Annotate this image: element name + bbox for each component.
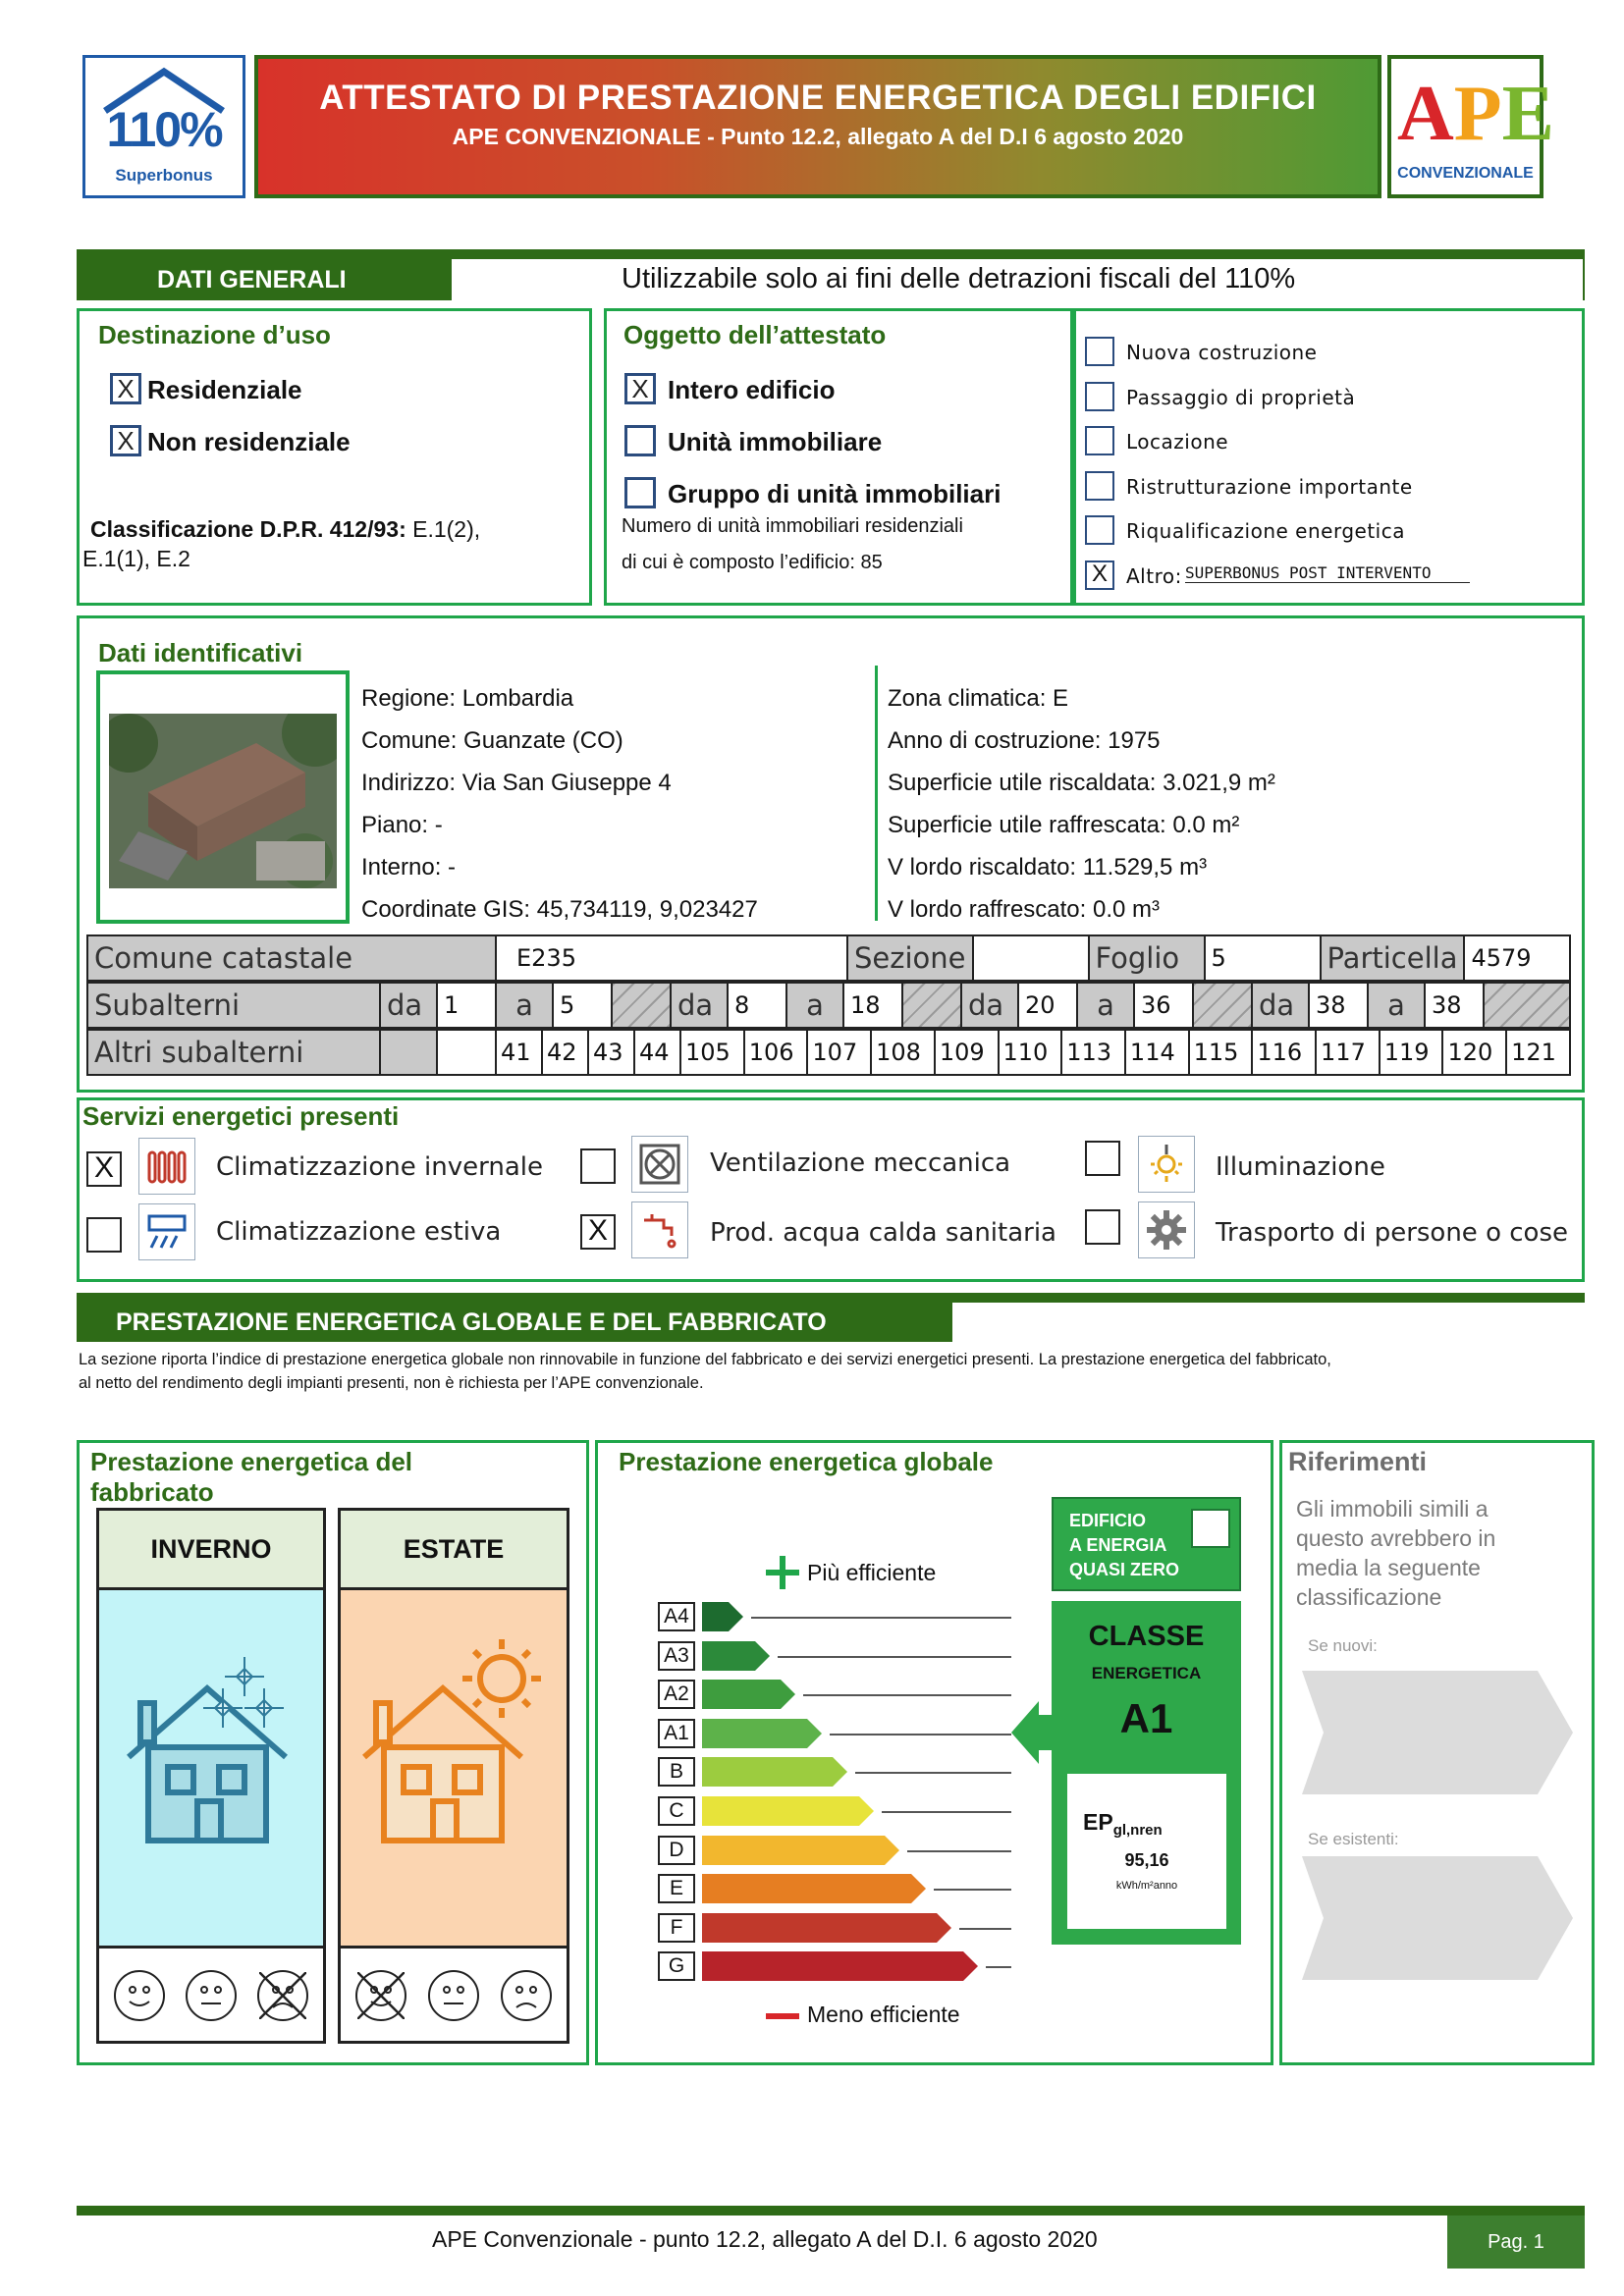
prestazione-description-1: La sezione riporta l’indice di prestazione energetica globale non rinnovabile in funzione del fabbricato e dei servizi energetici presenti. La prestazione energetica del fabbricato, (79, 1351, 1331, 1368)
class-label-g: G (658, 1951, 695, 1981)
class-bar-g (702, 1951, 978, 1981)
superficie-raffrescata: Superficie utile raffrescata: 0.0 m² (888, 812, 1240, 838)
checkbox-climatizzazione-estiva[interactable] (86, 1217, 122, 1253)
catasto-table-row1 (86, 934, 1571, 982)
altri-spacer (380, 1030, 437, 1075)
altro-subalterno: 105 (680, 1030, 744, 1075)
altro-subalterno: 120 (1442, 1030, 1506, 1075)
class-label-e: E (658, 1874, 695, 1903)
ep-value: 95,16 (1124, 1850, 1169, 1870)
checkbox-gruppo-unita[interactable] (624, 477, 656, 508)
particella-value: 4579 (1464, 935, 1570, 981)
tap-icon (631, 1201, 688, 1258)
comune-catastale-value: E235 (496, 935, 847, 981)
class-bar-a1 (702, 1719, 822, 1748)
gear-icon (1138, 1201, 1195, 1258)
class-pointer-arrow (1011, 1701, 1055, 1764)
smiley-sad-icon (501, 1970, 552, 2021)
section-title: PRESTAZIONE ENERGETICA GLOBALE E DEL FABBRICATO (116, 1308, 827, 1336)
altro-subalterno: 107 (807, 1030, 871, 1075)
altro-subalterno: 121 (1506, 1030, 1570, 1075)
numero-unita-line2: di cui è composto l’edificio: 85 (622, 552, 883, 573)
class-bar-e (702, 1874, 926, 1903)
label-passaggio-proprieta: Passaggio di proprietà (1126, 386, 1356, 409)
summer-house-icon (354, 1629, 551, 1845)
riferimenti-text-3: media la seguente (1296, 1555, 1481, 1580)
altro-subalterno: 116 (1252, 1030, 1316, 1075)
footer-text: APE Convenzionale - punto 12.2, allegato A del D.I. 6 agosto 2020 (432, 2226, 1098, 2252)
piu-efficiente: Più efficiente (807, 1560, 937, 1585)
class-bar-c (702, 1796, 874, 1826)
building-photo (96, 670, 350, 924)
subalterno-a: 38 (1425, 983, 1484, 1028)
checkbox-acqua-calda[interactable]: X (580, 1214, 616, 1250)
comune: Comune: Guanzate (CO) (361, 727, 623, 754)
altro-subalterno: 108 (871, 1030, 935, 1075)
zona-climatica: Zona climatica: E (888, 685, 1069, 712)
class-guide-line (934, 1889, 1011, 1891)
checkbox-ventilazione-meccanica[interactable] (580, 1148, 616, 1184)
riferimenti-title: Riferimenti (1288, 1447, 1428, 1476)
hatch-cell (612, 983, 671, 1028)
classificazione: Classificazione D.P.R. 412/93: E.1(2), (90, 516, 481, 542)
globale-title: Prestazione energetica globale (619, 1447, 994, 1476)
dati-generali-tab (77, 259, 452, 300)
label-altro: Altro: (1126, 564, 1182, 588)
label-ristrutturazione: Ristrutturazione importante (1126, 475, 1413, 499)
usage-note: Utilizzabile solo ai fini delle detrazioni fiscali del 110% (622, 263, 1296, 294)
class-bar-b (702, 1757, 847, 1787)
label-residenziale: Residenziale (147, 375, 302, 404)
label-trasporto: Trasporto di persone o cose (1216, 1218, 1568, 1248)
label-non-residenziale: Non residenziale (147, 427, 351, 456)
catasto-table-row3 (86, 1029, 1571, 1076)
numero-unita-line1: Numero di unità immobiliari residenziali (622, 515, 963, 537)
class-label-a3: A3 (658, 1641, 695, 1671)
altro-subalterno: 43 (588, 1030, 634, 1075)
subalterno-a: 36 (1134, 983, 1193, 1028)
destinazione-title: Destinazione d’uso (98, 320, 331, 349)
class-guide-line (882, 1811, 1011, 1813)
estate-panel (341, 1590, 567, 1949)
classificazione-cont: E.1(1), E.2 (82, 546, 190, 571)
se-esistenti-label: Se esistenti: (1308, 1830, 1399, 1848)
altro-subalterno: 109 (935, 1030, 999, 1075)
checkbox-non-residenziale[interactable]: X (110, 425, 141, 456)
regione: Regione: Lombardia (361, 685, 574, 712)
nzeb-checkbox[interactable] (1191, 1509, 1230, 1548)
subalterno-a: 18 (843, 983, 902, 1028)
minus-icon (766, 2013, 799, 2019)
inverno-ratings (99, 1949, 323, 2043)
class-guide-line (959, 1928, 1011, 1930)
checkbox-ristrutturazione[interactable] (1085, 471, 1114, 501)
plus-icon (766, 1556, 799, 1589)
inverno-column (96, 1508, 326, 2044)
altro-value: SUPERBONUS POST INTERVENTO (1185, 563, 1470, 583)
oggetto-title: Oggetto dell’attestato (623, 320, 887, 349)
hatch-cell (1193, 983, 1252, 1028)
smiley-neutral-icon (186, 1970, 237, 2021)
altro-subalterno: 42 (542, 1030, 588, 1075)
label-acqua-calda: Prod. acqua calda sanitaria (710, 1218, 1056, 1248)
a-label: a (496, 983, 553, 1028)
meno-efficiente: Meno efficiente (807, 2002, 960, 2027)
label-nuova-costruzione: Nuova costruzione (1126, 341, 1318, 364)
logo-ape: APE CONVENZIONALE (1387, 55, 1543, 198)
label-illuminazione: Illuminazione (1216, 1152, 1385, 1182)
altro-subalterno: 119 (1380, 1030, 1443, 1075)
foglio-label: Foglio (1089, 935, 1205, 981)
radiator-icon (138, 1138, 195, 1195)
altro-subalterno: 110 (999, 1030, 1062, 1075)
altri-subalterni-label: Altri subalterni (87, 1030, 380, 1075)
volume-raffrescato: V lordo raffrescato: 0.0 m³ (888, 896, 1161, 923)
piano: Piano: - (361, 812, 443, 838)
nzeb-line2: A ENERGIA (1069, 1535, 1167, 1555)
checkbox-altro[interactable]: X (1085, 561, 1114, 590)
page-number: Pag. 1 (1488, 2231, 1544, 2253)
label-unita-immobiliare: Unità immobiliare (668, 427, 883, 456)
subalterni-label: Subalterni (87, 983, 380, 1028)
altri-spacer-empty (437, 1030, 496, 1075)
checkbox-residenziale[interactable]: X (110, 373, 141, 404)
class-guide-line (751, 1617, 1011, 1619)
class-label-f: F (658, 1913, 695, 1943)
estate-ratings (341, 1949, 567, 2043)
nzeb-line1: EDIFICIO (1069, 1511, 1147, 1530)
subalterno-da: 38 (1309, 983, 1368, 1028)
ep-label: EP (1083, 1809, 1113, 1835)
class-label-c: C (658, 1796, 695, 1826)
checkbox-intero-edificio[interactable]: X (624, 373, 656, 404)
label-climatizzazione-estiva: Climatizzazione estiva (216, 1217, 502, 1247)
hatch-cell (1484, 983, 1570, 1028)
estate-label: ESTATE (341, 1511, 567, 1590)
nzeb-line3: QUASI ZERO (1069, 1560, 1180, 1579)
fabbricato-title-1: Prestazione energetica del (90, 1447, 413, 1476)
altro-subalterno: 41 (496, 1030, 542, 1075)
altro-subalterno: 106 (744, 1030, 808, 1075)
label-riqualificazione: Riqualificazione energetica (1126, 519, 1405, 543)
page-title: ATTESTATO DI PRESTAZIONE ENERGETICA DEGLI EDIFICI (319, 79, 1317, 117)
smiley-sad-crossed-icon (257, 1970, 308, 2021)
coordinate-gis: Coordinate GIS: 45,734119, 9,023427 (361, 896, 758, 923)
rule-right (1583, 259, 1585, 300)
anno-costruzione: Anno di costruzione: 1975 (888, 727, 1161, 754)
prestazione-description-2: al netto del rendimento degli impianti presenti, non è richiesta per l’APE convenzionale. (79, 1374, 704, 1392)
page-subtitle: APE CONVENZIONALE - Punto 12.2, allegato A del D.I 6 agosto 2020 (452, 124, 1184, 149)
class-guide-line (778, 1656, 1011, 1658)
logo-ape-subtitle: CONVENZIONALE (1397, 165, 1534, 182)
identificativi-title: Dati identificativi (98, 638, 303, 667)
ep-sub: gl,nren (1112, 1822, 1163, 1839)
subalterno-da: 20 (1018, 983, 1077, 1028)
fabbricato-title-2: fabbricato (90, 1477, 214, 1507)
sezione-label: Sezione (847, 935, 973, 981)
class-label-a4: A4 (658, 1602, 695, 1631)
foglio-value: 5 (1205, 935, 1321, 981)
class-bar-a2 (702, 1680, 795, 1709)
footer-rule (77, 2206, 1585, 2216)
class-guide-line (855, 1772, 1011, 1774)
catasto-table-row2 (86, 982, 1571, 1029)
air-conditioner-icon (138, 1203, 195, 1260)
altro-subalterno: 113 (1061, 1030, 1125, 1075)
checkbox-climatizzazione-invernale[interactable]: X (86, 1151, 122, 1187)
header-banner (254, 55, 1381, 198)
logo-superbonus-text: Superbonus (115, 166, 213, 185)
se-esistenti-arrow (1302, 1856, 1573, 1980)
altro-subalterno: 115 (1189, 1030, 1253, 1075)
a-label: a (1368, 983, 1425, 1028)
estate-column (338, 1508, 569, 2044)
label-climatizzazione-invernale: Climatizzazione invernale (216, 1152, 543, 1182)
riferimenti-text-2: questo avrebbero in (1296, 1525, 1496, 1551)
energetica-label: ENERGETICA (1091, 1664, 1202, 1682)
class-bar-f (702, 1913, 951, 1943)
inverno-label: INVERNO (99, 1511, 323, 1590)
classe-value: A1 (1119, 1695, 1173, 1741)
ep-unit: kWh/m²anno (1115, 1880, 1178, 1892)
indirizzo: Indirizzo: Via San Giuseppe 4 (361, 770, 672, 796)
smiley-happy-icon (114, 1970, 165, 2021)
riferimenti-text-4: classificazione (1296, 1584, 1442, 1610)
label-locazione: Locazione (1126, 430, 1229, 454)
checkbox-locazione[interactable] (1085, 426, 1114, 455)
da-label: da (961, 983, 1018, 1028)
label-gruppo-unita: Gruppo di unità immobiliari (668, 479, 1001, 508)
label-ventilazione-meccanica: Ventilazione meccanica (710, 1148, 1011, 1178)
class-label-a2: A2 (658, 1680, 695, 1709)
checkbox-riqualificazione[interactable] (1085, 515, 1114, 545)
volume-riscaldato: V lordo riscaldato: 11.529,5 m³ (888, 854, 1208, 881)
id-divider (875, 666, 878, 921)
fan-icon (631, 1136, 688, 1193)
da-label: da (671, 983, 728, 1028)
se-nuovi-arrow (1302, 1671, 1573, 1794)
class-label-b: B (658, 1757, 695, 1787)
section-title: DATI GENERALI (157, 266, 347, 294)
checkbox-trasporto[interactable] (1085, 1209, 1120, 1245)
class-label-d: D (658, 1836, 695, 1865)
riferimenti-text-1: Gli immobili simili a (1296, 1496, 1489, 1522)
particella-label: Particella (1321, 935, 1465, 981)
subalterno-a: 5 (553, 983, 612, 1028)
lightbulb-icon (1138, 1136, 1195, 1193)
class-guide-line (803, 1694, 1011, 1696)
class-bar-d (702, 1836, 899, 1865)
winter-house-icon (119, 1649, 305, 1845)
prestazione-rule (77, 1293, 1585, 1303)
altro-subalterno: 117 (1316, 1030, 1380, 1075)
ep-box (1067, 1774, 1226, 1929)
servizi-title: Servizi energetici presenti (82, 1101, 400, 1131)
smiley-neutral-icon (428, 1970, 479, 2021)
da-label: da (1252, 983, 1309, 1028)
label-intero-edificio: Intero edificio (668, 375, 836, 404)
class-guide-line (907, 1850, 1011, 1852)
altro-subalterno: 44 (634, 1030, 680, 1075)
class-guide-line (986, 1966, 1011, 1968)
subalterno-da: 1 (437, 983, 496, 1028)
da-label: da (380, 983, 437, 1028)
a-label: a (786, 983, 843, 1028)
smiley-happy-crossed-icon (355, 1970, 406, 2021)
interno: Interno: - (361, 854, 457, 881)
subalterno-da: 8 (728, 983, 786, 1028)
class-label-a1: A1 (658, 1719, 695, 1748)
dati-generali-rule (77, 249, 1585, 259)
checkbox-illuminazione[interactable] (1085, 1141, 1120, 1176)
nzeb-box (1052, 1497, 1241, 1591)
class-guide-line (830, 1734, 1011, 1735)
superficie-riscaldata: Superficie utile riscaldata: 3.021,9 m² (888, 770, 1275, 796)
checkbox-nuova-costruzione[interactable] (1085, 337, 1114, 366)
se-nuovi-label: Se nuovi: (1308, 1636, 1378, 1655)
logo-superbonus (82, 55, 245, 198)
checkbox-passaggio-proprieta[interactable] (1085, 382, 1114, 411)
classe-box (1052, 1601, 1241, 1945)
altro-subalterno: 114 (1125, 1030, 1189, 1075)
comune-catastale-label: Comune catastale (87, 935, 496, 981)
checkbox-unita-immobiliare[interactable] (624, 425, 656, 456)
prestazione-tab (77, 1303, 952, 1342)
hatch-cell (902, 983, 961, 1028)
a-label: a (1077, 983, 1134, 1028)
footer-page-box (1447, 2216, 1585, 2269)
classe-label: CLASSE (1088, 1621, 1205, 1652)
sezione-value (973, 935, 1089, 981)
logo-110: 110% (106, 102, 222, 157)
inverno-panel (99, 1590, 323, 1949)
